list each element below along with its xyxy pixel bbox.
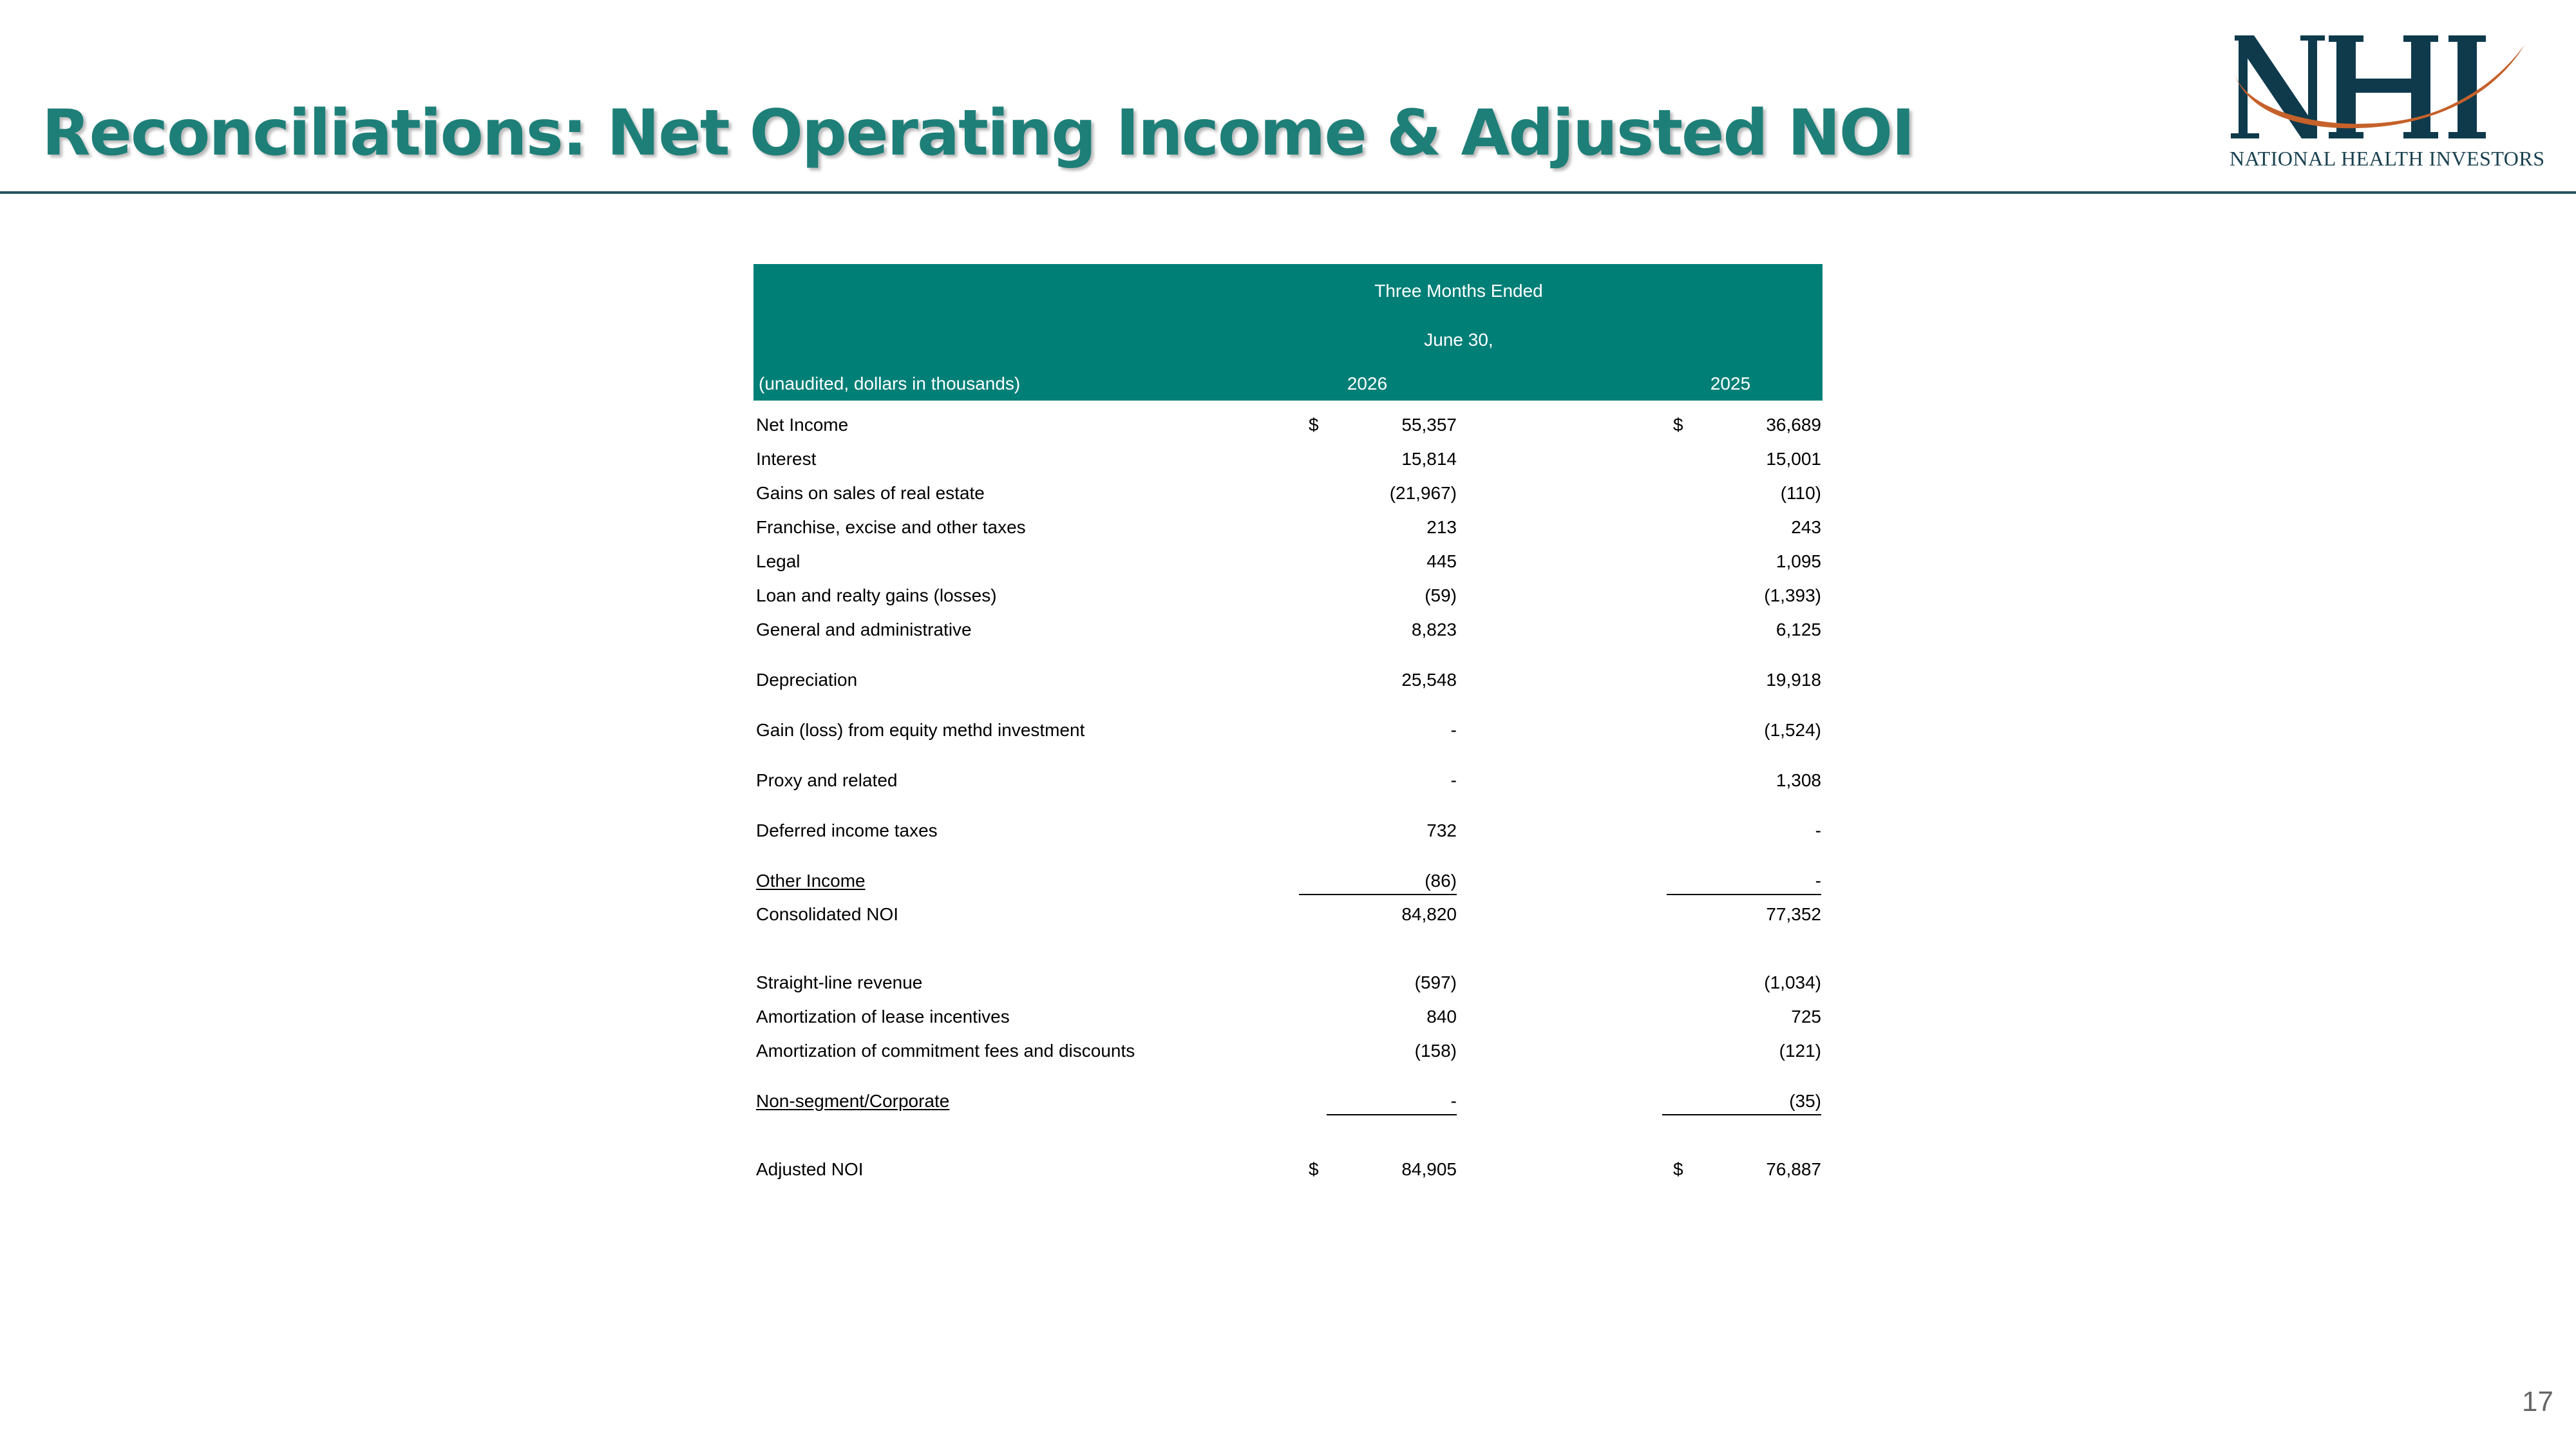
row-label: Interest	[756, 449, 817, 469]
value-2025: (1,524)	[1764, 720, 1821, 740]
header-description: (unaudited, dollars in thousands)	[759, 374, 1021, 393]
value-2026: (59)	[1425, 585, 1457, 605]
table-row	[753, 866, 1823, 899]
value-2026: -	[1450, 720, 1457, 740]
table-row	[753, 614, 1823, 648]
table-row	[753, 967, 1823, 1001]
value-2025: 1,095	[1776, 551, 1821, 571]
row-label: Loan and realty gains (losses)	[756, 585, 997, 605]
value-2025: 6,125	[1776, 620, 1821, 639]
value-2026: 732	[1426, 820, 1457, 840]
header-period: Three Months Ended	[1374, 281, 1543, 301]
table-row	[753, 546, 1823, 580]
subtotal-rule	[1299, 894, 1457, 895]
dollar-sign: $	[1309, 1159, 1319, 1179]
value-2026: -	[1450, 770, 1457, 790]
table-header	[753, 264, 1823, 401]
table-row	[753, 1086, 1823, 1119]
row-label: Non-segment/Corporate	[756, 1091, 950, 1111]
header-col-2025: 2025	[1710, 374, 1751, 393]
row-label: Deferred income taxes	[756, 820, 938, 840]
value-2025: (1,393)	[1764, 585, 1821, 605]
row-label: Other Income	[756, 871, 866, 891]
value-2025: (1,034)	[1764, 972, 1821, 992]
table-row	[753, 410, 1823, 443]
dollar-sign: $	[1673, 415, 1683, 435]
subtotal-rule	[1662, 1114, 1821, 1115]
table-row	[753, 1154, 1823, 1188]
header-col-2026: 2026	[1347, 374, 1388, 393]
subtotal-rule	[1667, 894, 1821, 895]
row-label: Gains on sales of real estate	[756, 483, 985, 503]
value-2026: 84,905	[1401, 1159, 1457, 1179]
value-2026: (597)	[1414, 972, 1457, 992]
value-2026: 213	[1426, 517, 1457, 537]
table-row	[753, 665, 1823, 698]
value-2025: 19,918	[1766, 670, 1821, 690]
table-row	[753, 444, 1823, 477]
value-2025: 77,352	[1766, 904, 1821, 924]
value-2025: 243	[1791, 517, 1821, 537]
value-2025: -	[1815, 820, 1821, 840]
row-label: Franchise, excise and other taxes	[756, 517, 1026, 537]
row-label: Legal	[756, 551, 800, 571]
table-row	[753, 478, 1823, 511]
value-2026: (86)	[1425, 871, 1457, 891]
value-2026: 55,357	[1401, 415, 1457, 435]
table-row	[753, 815, 1823, 849]
row-label: Straight-line revenue	[756, 972, 923, 992]
nhi-logo-mark	[2222, 26, 2550, 155]
dollar-sign: $	[1673, 1159, 1683, 1179]
header-divider	[0, 191, 2576, 194]
row-label: Gain (loss) from equity methd investment	[756, 720, 1085, 740]
value-2025: 36,689	[1766, 415, 1821, 435]
value-2025: (121)	[1779, 1041, 1821, 1061]
table-row	[753, 1036, 1823, 1069]
value-2026: (158)	[1414, 1041, 1457, 1061]
row-label: Proxy and related	[756, 770, 898, 790]
row-label: Amortization of commitment fees and discounts	[756, 1041, 1135, 1061]
table-row	[753, 580, 1823, 614]
row-label: Net Income	[756, 415, 849, 435]
value-2026: (21,967)	[1389, 483, 1457, 503]
logo-caption: NATIONAL HEALTH INVESTORS	[2230, 147, 2545, 170]
row-label: Consolidated NOI	[756, 904, 899, 924]
table-row	[753, 512, 1823, 545]
header-date: June 30,	[1424, 330, 1493, 350]
value-2026: 840	[1426, 1007, 1457, 1027]
value-2025: 725	[1791, 1007, 1821, 1027]
value-2025: (35)	[1789, 1091, 1821, 1111]
table-row	[753, 1001, 1823, 1035]
value-2026: 8,823	[1411, 620, 1457, 639]
value-2026: 25,548	[1401, 670, 1457, 690]
row-label: General and administrative	[756, 620, 972, 639]
table-row	[753, 765, 1823, 799]
value-2025: 76,887	[1766, 1159, 1821, 1179]
dollar-sign: $	[1309, 415, 1319, 435]
subtotal-rule	[1327, 1114, 1457, 1115]
value-2025: -	[1815, 871, 1821, 891]
table-row	[753, 899, 1823, 933]
page-title: Reconciliations: Net Operating Income & Adjusted NOI	[42, 97, 1914, 170]
table-row	[753, 715, 1823, 748]
row-label: Amortization of lease incentives	[756, 1007, 1010, 1027]
value-2026: 15,814	[1401, 449, 1457, 469]
value-2025: 1,308	[1776, 770, 1821, 790]
value-2026: 84,820	[1401, 904, 1457, 924]
value-2025: 15,001	[1766, 449, 1821, 469]
page-number: 17	[2522, 1386, 2553, 1417]
value-2026: 445	[1426, 551, 1457, 571]
noi-reconciliation-table	[753, 264, 1823, 1179]
row-label: Depreciation	[756, 670, 858, 690]
value-2026: -	[1450, 1091, 1457, 1111]
row-label: Adjusted NOI	[756, 1159, 864, 1179]
value-2025: (110)	[1780, 483, 1821, 503]
